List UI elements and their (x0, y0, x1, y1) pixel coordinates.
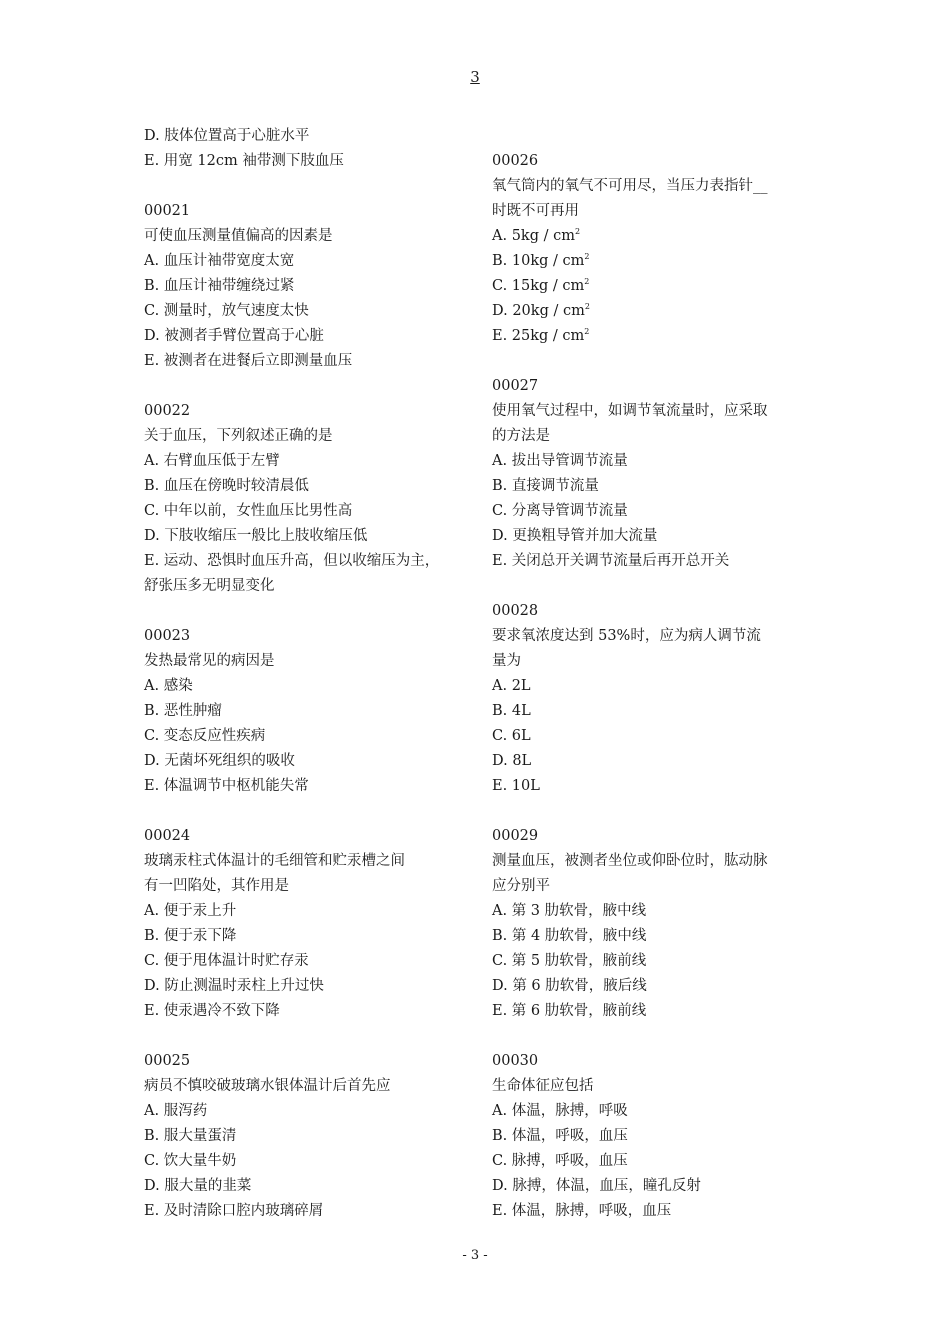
option-text: D. 20kg / cm (492, 303, 585, 319)
question-stem: 关于血压，下列叙述正确的是 (144, 428, 333, 444)
question-stem-continued: 的方法是 (492, 428, 550, 444)
option-c: C. 饮大量牛奶 (144, 1153, 237, 1169)
option-d: D. 更换粗导管并加大流量 (492, 528, 658, 544)
option-text: C. 15kg / cm (492, 278, 585, 294)
option-d: D. 8L (492, 753, 532, 769)
option-d: D. 无菌坏死组织的吸收 (144, 753, 295, 769)
option-e: E. 10L (492, 778, 540, 794)
option-a: A. 体温，脉搏，呼吸 (492, 1103, 628, 1119)
option-d: D. 脉搏，体温，血压，瞳孔反射 (492, 1178, 701, 1194)
question-stem: 可使血压测量值偏高的因素是 (144, 228, 333, 244)
superscript: 2 (584, 252, 590, 262)
option-a: A. 2L (492, 678, 531, 694)
question-stem: 要求氧浓度达到 53%时，应为病人调节流 (492, 628, 761, 644)
question-00023 (144, 624, 474, 799)
question-00025 (144, 1049, 474, 1224)
option-a: A. 第 3 肋软骨，腋中线 (492, 903, 647, 919)
option-d: D. 第 6 肋软骨，腋后线 (492, 978, 647, 994)
question-id: 00030 (492, 1053, 539, 1069)
question-id: 00021 (144, 203, 191, 219)
question-00028 (492, 599, 822, 799)
option-c: C. 脉搏，呼吸，血压 (492, 1153, 628, 1169)
option-c: C. 测量时，放气速度太快 (144, 303, 309, 319)
option-e: E. 及时清除口腔内玻璃碎屑 (144, 1203, 324, 1219)
option-d: D. 被测者手臂位置高于心脏 (144, 328, 324, 344)
option-a: A. 拔出导管调节流量 (492, 453, 628, 469)
left-column (144, 124, 474, 1224)
option-e: E. 关闭总开关调节流量后再开总开关 (492, 553, 730, 569)
option-a: A. 右臂血压低于左臂 (144, 453, 280, 469)
question-stem: 测量血压，被测者坐位或仰卧位时，肱动脉 (492, 853, 768, 869)
option-a (492, 224, 822, 249)
option-b (492, 249, 822, 274)
question-00030 (492, 1049, 822, 1224)
option-e (492, 324, 822, 349)
option-e: E. 使汞遇冷不致下降 (144, 1003, 280, 1019)
option-a: A. 便于汞上升 (144, 903, 237, 919)
superscript: 2 (584, 327, 590, 337)
question-id: 00022 (144, 403, 191, 419)
option-a: A. 服泻药 (144, 1103, 208, 1119)
option-text: B. 10kg / cm (492, 253, 585, 269)
option-e-continued: 舒张压多无明显变化 (144, 578, 275, 594)
option-e: E. 第 6 肋软骨，腋前线 (492, 1003, 647, 1019)
page-footer: - 3 - (462, 1248, 488, 1263)
right-column (492, 124, 822, 1224)
question-stem-continued: 量为 (492, 653, 521, 669)
option-b: B. 直接调节流量 (492, 478, 599, 494)
option-d: D. 服大量的韭菜 (144, 1178, 252, 1194)
option-b: B. 血压计袖带缠绕过紧 (144, 278, 295, 294)
option-c: C. 6L (492, 728, 531, 744)
question-id: 00026 (492, 153, 539, 169)
question-stem: 使用氧气过程中，如调节氧流量时，应采取 (492, 403, 768, 419)
question-id: 00024 (144, 828, 191, 844)
option-b: B. 体温，呼吸，血压 (492, 1128, 628, 1144)
question-00022 (144, 399, 474, 599)
option-b: B. 血压在傍晚时较清晨低 (144, 478, 309, 494)
option-e: E. 被测者在进餐后立即测量血压 (144, 353, 353, 369)
option-a: A. 血压计袖带宽度太宽 (144, 253, 295, 269)
option-c: C. 便于甩体温计时贮存汞 (144, 953, 309, 969)
question-stem-continued: 时既不可再用 (492, 203, 579, 219)
option-d: D. 下肢收缩压一般比上肢收缩压低 (144, 528, 368, 544)
question-stem: 发热最常见的病因是 (144, 653, 275, 669)
option-b: B. 4L (492, 703, 531, 719)
superscript: 2 (584, 302, 590, 312)
question-stem-continued: 应分别平 (492, 878, 550, 894)
question-00021 (144, 199, 474, 374)
page-number-header: 3 (470, 68, 480, 86)
option-b: B. 服大量蛋清 (144, 1128, 237, 1144)
question-stem: 氧气筒内的氧气不可用尽，当压力表指针__ (492, 178, 768, 194)
option-a: A. 感染 (144, 678, 193, 694)
question-id: 00023 (144, 628, 191, 644)
option-e: E. 体温调节中枢机能失常 (144, 778, 309, 794)
superscript: 2 (584, 277, 590, 287)
question-00029 (492, 824, 822, 1024)
option-c: C. 分离导管调节流量 (492, 503, 628, 519)
question-00026 (492, 149, 822, 349)
option-e: E. 体温，脉搏，呼吸，血压 (492, 1203, 672, 1219)
option-d (492, 299, 822, 324)
option-d: D. 防止测温时汞柱上升过快 (144, 978, 324, 994)
superscript: 2 (574, 227, 581, 237)
option-c: C. 变态反应性疾病 (144, 728, 266, 744)
question-id: 00027 (492, 378, 539, 394)
question-00024 (144, 824, 474, 1024)
option-e: E. 用宽 12cm 袖带测下肢血压 (144, 153, 344, 169)
option-c: C. 中年以前，女性血压比男性高 (144, 503, 353, 519)
question-stem: 玻璃汞柱式体温计的毛细管和贮汞槽之间 (144, 853, 405, 869)
question-00027 (492, 374, 822, 574)
option-c: C. 第 5 肋软骨，腋前线 (492, 953, 647, 969)
option-text: E. 25kg / cm (492, 328, 585, 344)
option-b: B. 便于汞下降 (144, 928, 237, 944)
option-c (492, 274, 822, 299)
option-b: B. 恶性肿瘤 (144, 703, 222, 719)
question-stem-continued: 有一凹陷处，其作用是 (144, 878, 289, 894)
question-id: 00029 (492, 828, 539, 844)
question-id: 00028 (492, 603, 539, 619)
option-text: A. 5kg / cm (492, 228, 575, 244)
question-stem: 病员不慎咬破玻璃水银体温计后首先应 (144, 1078, 391, 1094)
option-d: D. 肢体位置高于心脏水平 (144, 128, 310, 144)
option-b: B. 第 4 肋软骨，腋中线 (492, 928, 647, 944)
question-id: 00025 (144, 1053, 191, 1069)
option-e: E. 运动、恐惧时血压升高，但以收缩压为主， (144, 553, 440, 569)
question-stem: 生命体征应包括 (492, 1078, 594, 1094)
